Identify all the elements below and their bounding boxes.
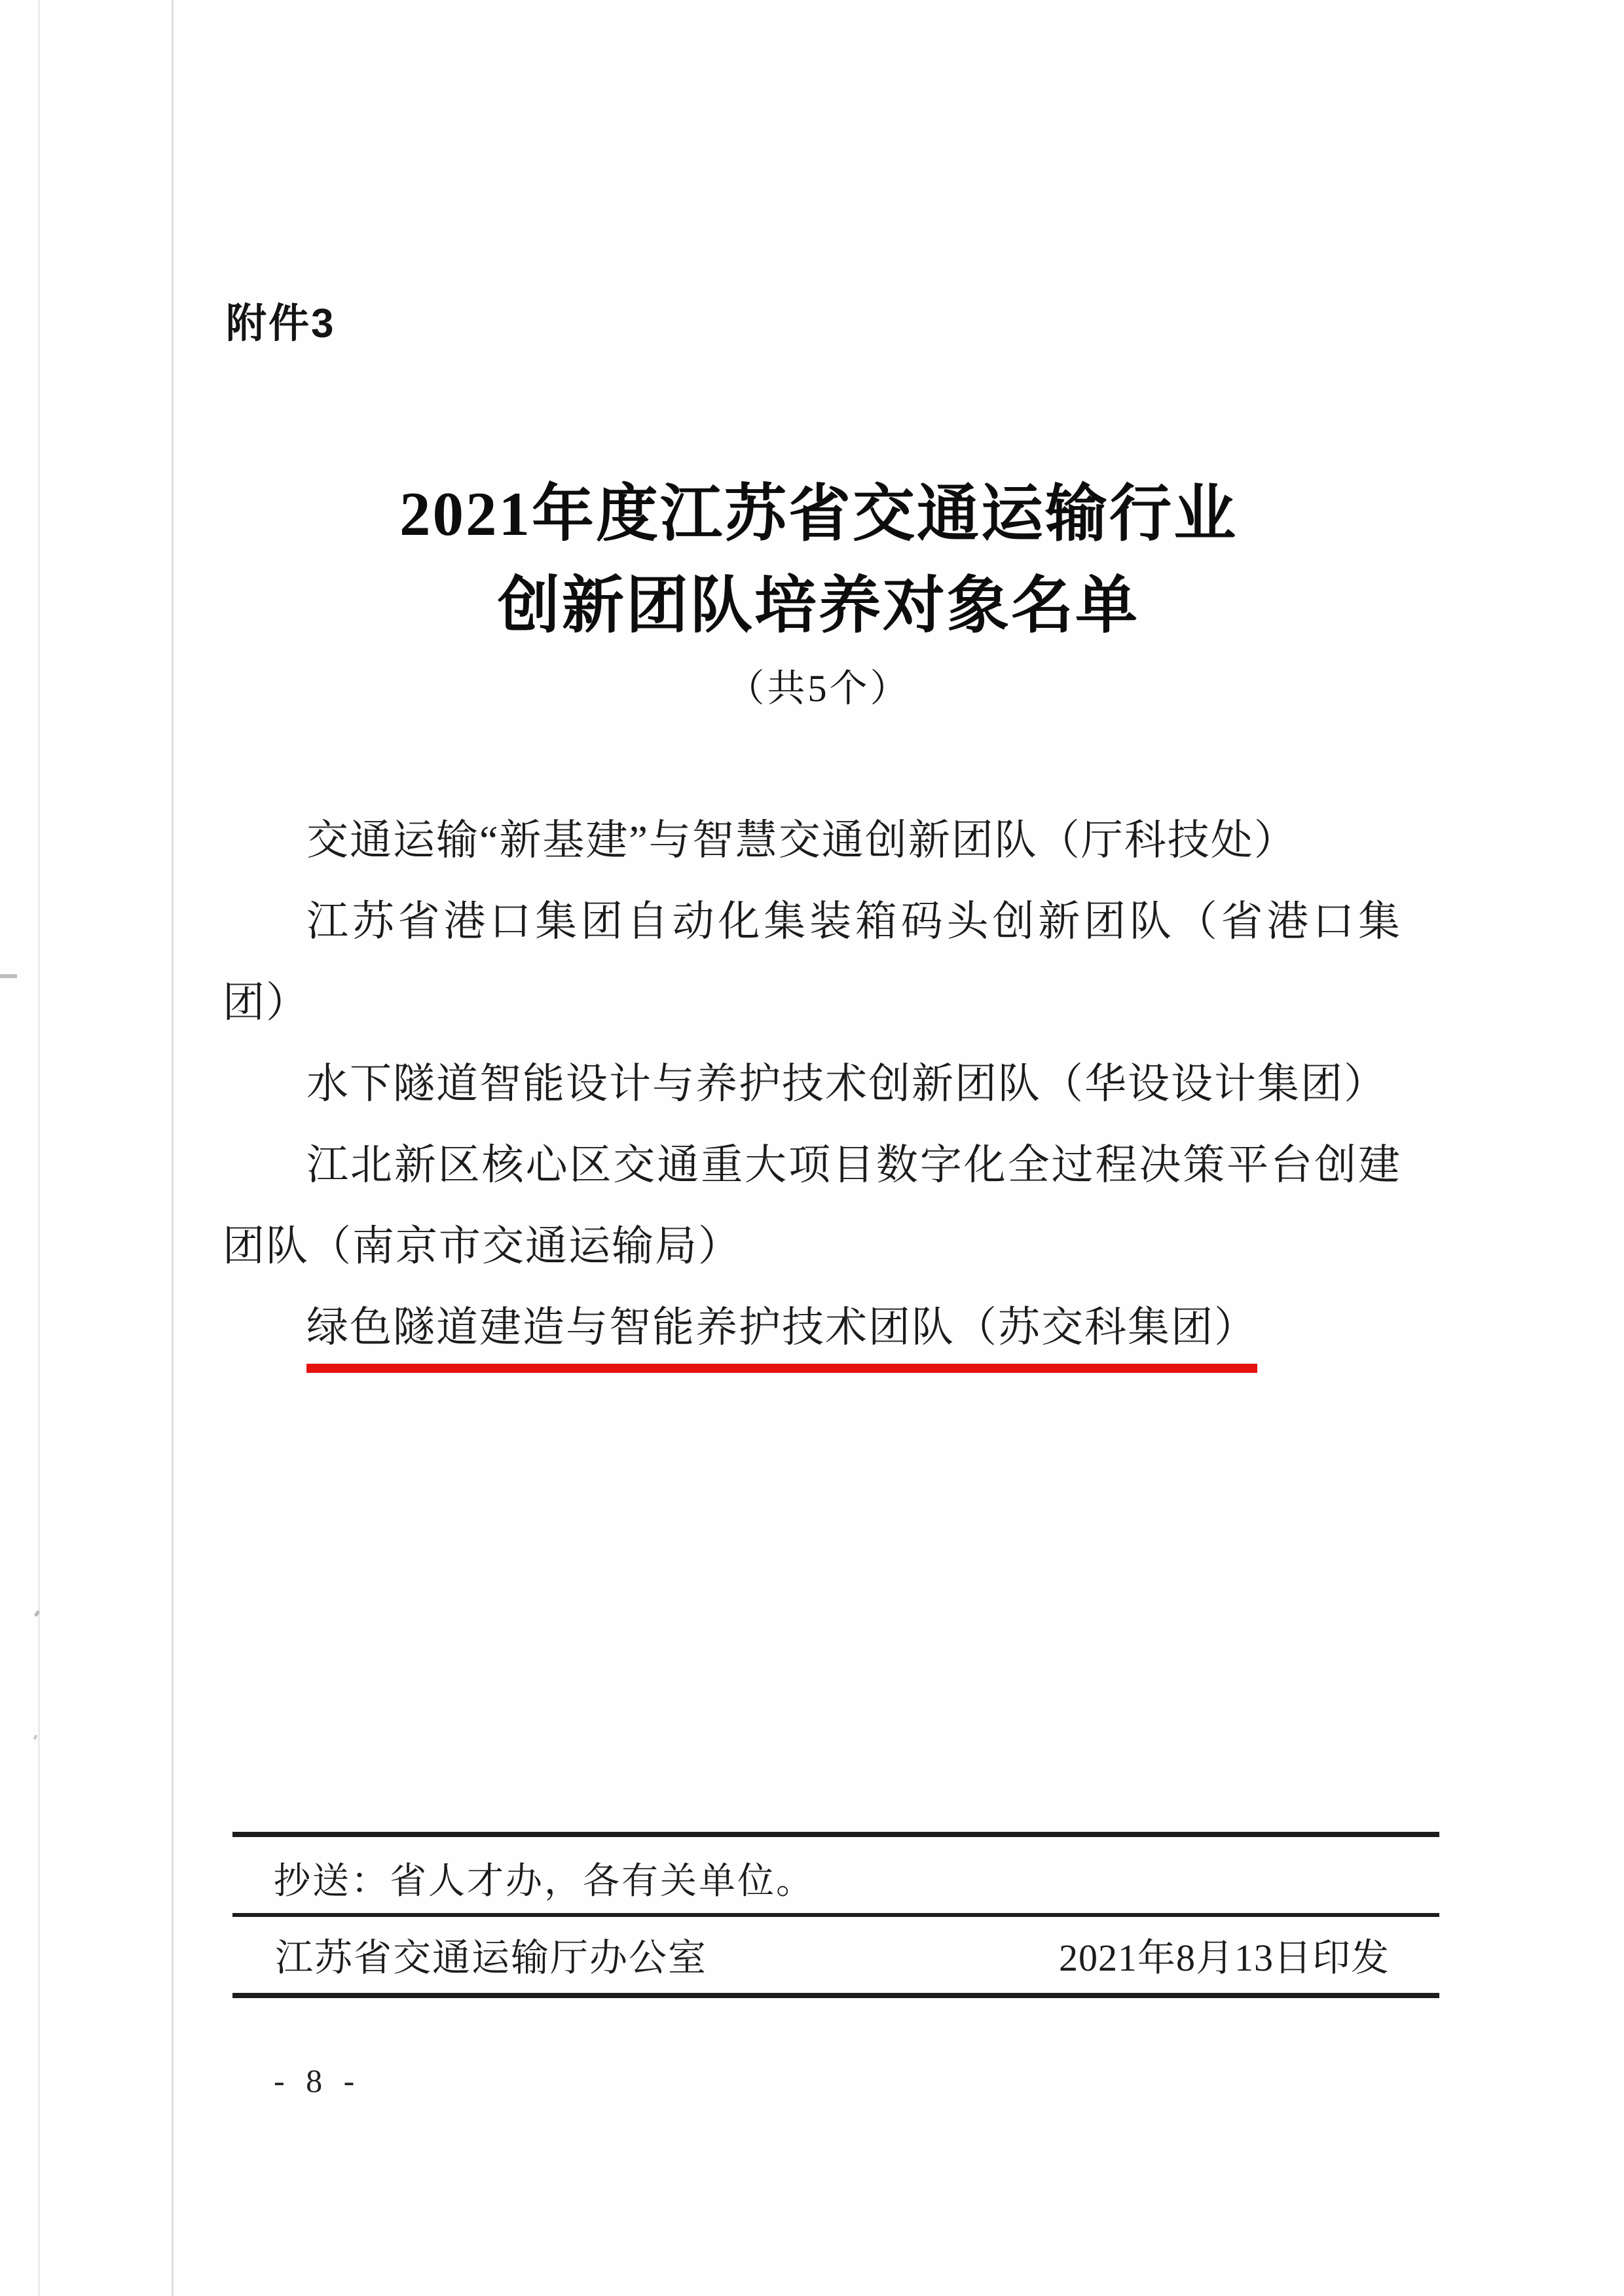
team-list-item xyxy=(223,881,1401,1044)
team-list xyxy=(223,800,1401,1368)
scan-artifact-tick xyxy=(0,974,17,978)
scan-artifact-vertical-line xyxy=(38,0,40,2296)
team-list-item xyxy=(223,1125,1401,1287)
scan-artifact-speck xyxy=(33,1735,37,1740)
footer-separator-middle xyxy=(232,1913,1439,1917)
issuer-name: 江苏省交通运输厅办公室 xyxy=(275,1937,708,1979)
footer-separator-top xyxy=(232,1832,1439,1837)
team-list-item xyxy=(223,800,1401,881)
title-line-1: 2021年度江苏省交通运输行业 xyxy=(399,479,1238,549)
scan-artifact-vertical-line xyxy=(172,0,174,2296)
page-number: - 8 - xyxy=(274,2062,361,2099)
team-list-item xyxy=(223,1287,1401,1368)
title-line-2: 创新团队培养对象名单 xyxy=(497,571,1139,640)
team-name: 江北新区核心区交通重大项目数字化全过程决策平台创建团队（南京市交通运输局） xyxy=(223,1142,1401,1269)
team-name: 江苏省港口集团自动化集装箱码头创新团队（省港口集团） xyxy=(223,898,1401,1026)
print-date: 2021年8月13日印发 xyxy=(1058,1937,1390,1979)
document-title xyxy=(13,468,1624,651)
issuer-row xyxy=(275,1935,1390,1981)
team-name: 水下隧道智能设计与养护技术创新团队（华设设计集团） xyxy=(306,1061,1387,1107)
footer-separator-bottom xyxy=(232,1993,1439,1998)
team-list-item xyxy=(223,1044,1401,1125)
attachment-label: 附件3 xyxy=(226,301,336,346)
subtitle-count: （共5个） xyxy=(726,667,911,710)
team-name: 交通运输“新基建”与智慧交通创新团队（厅科技处） xyxy=(306,817,1297,864)
team-name-highlighted: 绿色隧道建造与智能养护技术团队（苏交科集团） xyxy=(306,1304,1257,1373)
cc-line: 抄送：省人才办，各有关单位。 xyxy=(274,1861,815,1902)
